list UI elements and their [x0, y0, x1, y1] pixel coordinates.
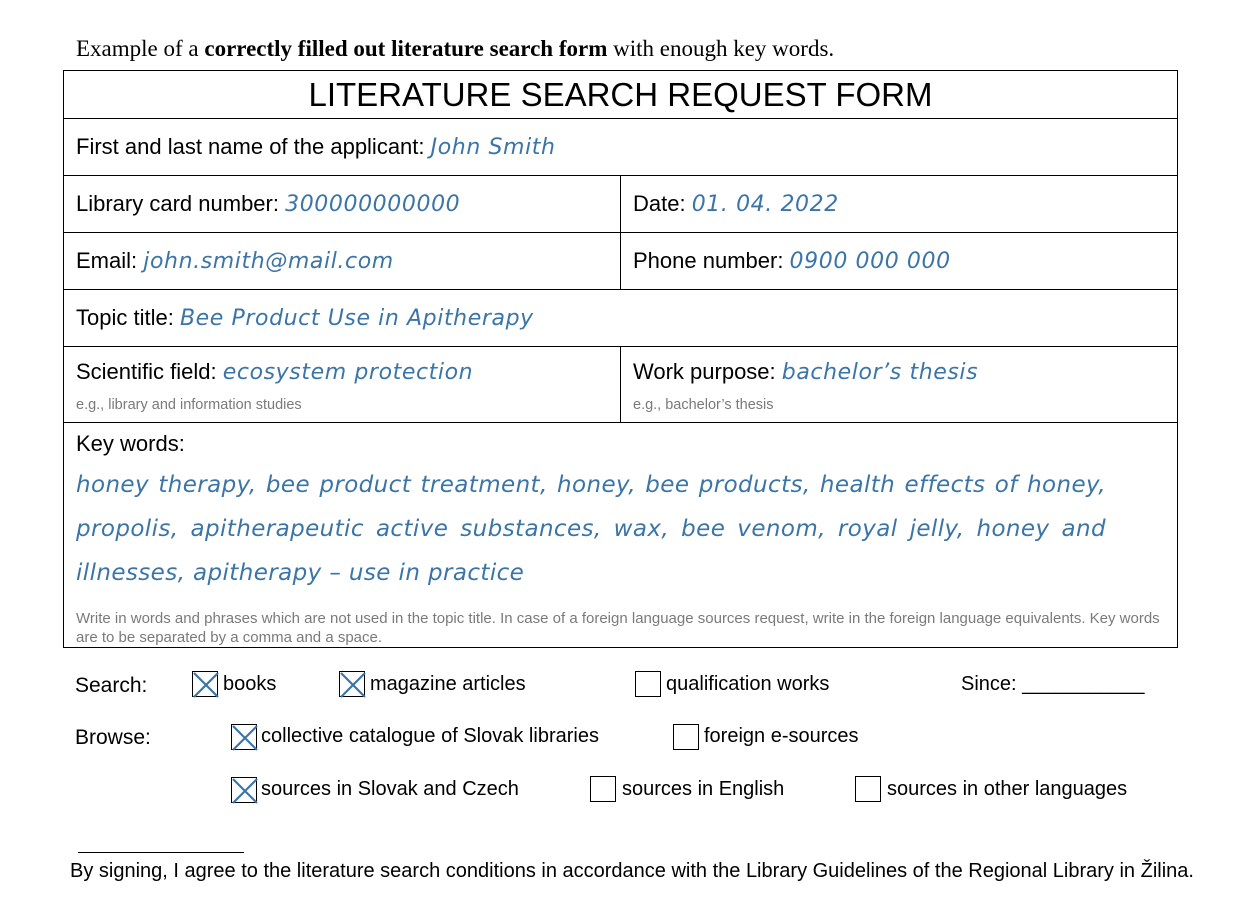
option-other-languages: sources in other languages [887, 778, 1128, 800]
checked-x-icon [191, 670, 221, 700]
checkbox-collective-catalogue[interactable] [231, 724, 257, 750]
keywords-hint: Write in words and phrases which are not used in the topic title. In case of a foreign language sources request, write in the foreign language equivalents. Key words are to be separated by a comma and a space. [76, 610, 1160, 646]
search-label: Search: [75, 674, 148, 697]
field-label: Scientific field: [76, 359, 223, 384]
phone-label: Phone number: [633, 248, 790, 273]
work-purpose-field[interactable] [621, 347, 1177, 422]
checkbox-books[interactable] [192, 671, 218, 697]
option-foreign-e-sources: foreign e-sources [704, 725, 859, 747]
row-name [64, 119, 1177, 176]
row-topic [64, 290, 1177, 347]
email-label: Email: [76, 248, 144, 273]
row-field-purpose [64, 347, 1177, 423]
option-collective-catalogue: collective catalogue of Slovak libraries [261, 725, 599, 747]
checkbox-foreign-e-sources[interactable] [673, 724, 699, 750]
signature-line[interactable] [78, 852, 244, 853]
card-field[interactable] [64, 176, 621, 232]
checked-x-icon [230, 723, 260, 753]
name-value: John Smith [430, 135, 556, 160]
purpose-value: bachelor’s thesis [781, 360, 979, 385]
email-value: john.smith@mail.com [143, 249, 394, 274]
option-english: sources in English [622, 778, 785, 800]
purpose-hint: e.g., bachelor’s thesis [633, 397, 774, 413]
name-label: First and last name of the applicant: [76, 134, 431, 159]
date-label: Date: [633, 191, 692, 216]
checkbox-magazine-articles[interactable] [339, 671, 365, 697]
topic-label: Topic title: [76, 305, 180, 330]
phone-field[interactable] [621, 233, 1177, 289]
date-value: 01. 04. 2022 [691, 192, 839, 217]
form-title: LITERATURE SEARCH REQUEST FORM [64, 71, 1177, 119]
checkbox-english[interactable] [590, 776, 616, 802]
row-keywords[interactable] [64, 423, 1177, 649]
phone-value: 0900 000 000 [789, 249, 951, 274]
purpose-label: Work purpose: [633, 359, 782, 384]
search-request-form [63, 70, 1178, 648]
intro-suffix: with enough key words. [607, 36, 835, 61]
row-email-phone [64, 233, 1177, 290]
intro-prefix: Example of a [76, 36, 205, 61]
intro-text [76, 36, 834, 62]
keywords-value: honey therapy, bee product treatment, honey, bee products, health effects of honey, propolis, apitherapeutic active substances, wax, bee venom, royal jelly, honey and illnesses, apitherapy – use in practice [76, 472, 1106, 586]
date-field[interactable] [621, 176, 1177, 232]
email-field[interactable] [64, 233, 621, 289]
checked-x-icon [230, 776, 260, 806]
row-card-date [64, 176, 1177, 233]
field-value: ecosystem protection [222, 360, 474, 385]
consent-footer: By signing, I agree to the literature search conditions in accordance with the Library Guidelines of the Regional Library in Žilina. [70, 860, 1194, 882]
checkbox-qualification-works[interactable] [635, 671, 661, 697]
option-books: books [223, 673, 277, 695]
field-hint: e.g., library and information studies [76, 397, 302, 413]
option-qualification-works: qualification works [666, 673, 830, 695]
topic-field[interactable] [76, 290, 1177, 349]
intro-bold: correctly filled out literature search form [204, 36, 608, 61]
scientific-field[interactable] [64, 347, 621, 422]
checkbox-slovak-czech[interactable] [231, 777, 257, 803]
option-magazine-articles: magazine articles [370, 673, 526, 695]
option-slovak-czech: sources in Slovak and Czech [261, 778, 519, 800]
checkbox-other-languages[interactable] [855, 776, 881, 802]
browse-label: Browse: [75, 726, 151, 749]
checked-x-icon [338, 670, 368, 700]
card-value: 300000000000 [285, 192, 461, 217]
card-label: Library card number: [76, 191, 286, 216]
name-field[interactable] [76, 119, 1177, 178]
topic-value: Bee Product Use in Apitherapy [179, 306, 534, 331]
since-field[interactable]: Since: ___________ [961, 673, 1145, 695]
keywords-label: Key words: [76, 431, 185, 456]
